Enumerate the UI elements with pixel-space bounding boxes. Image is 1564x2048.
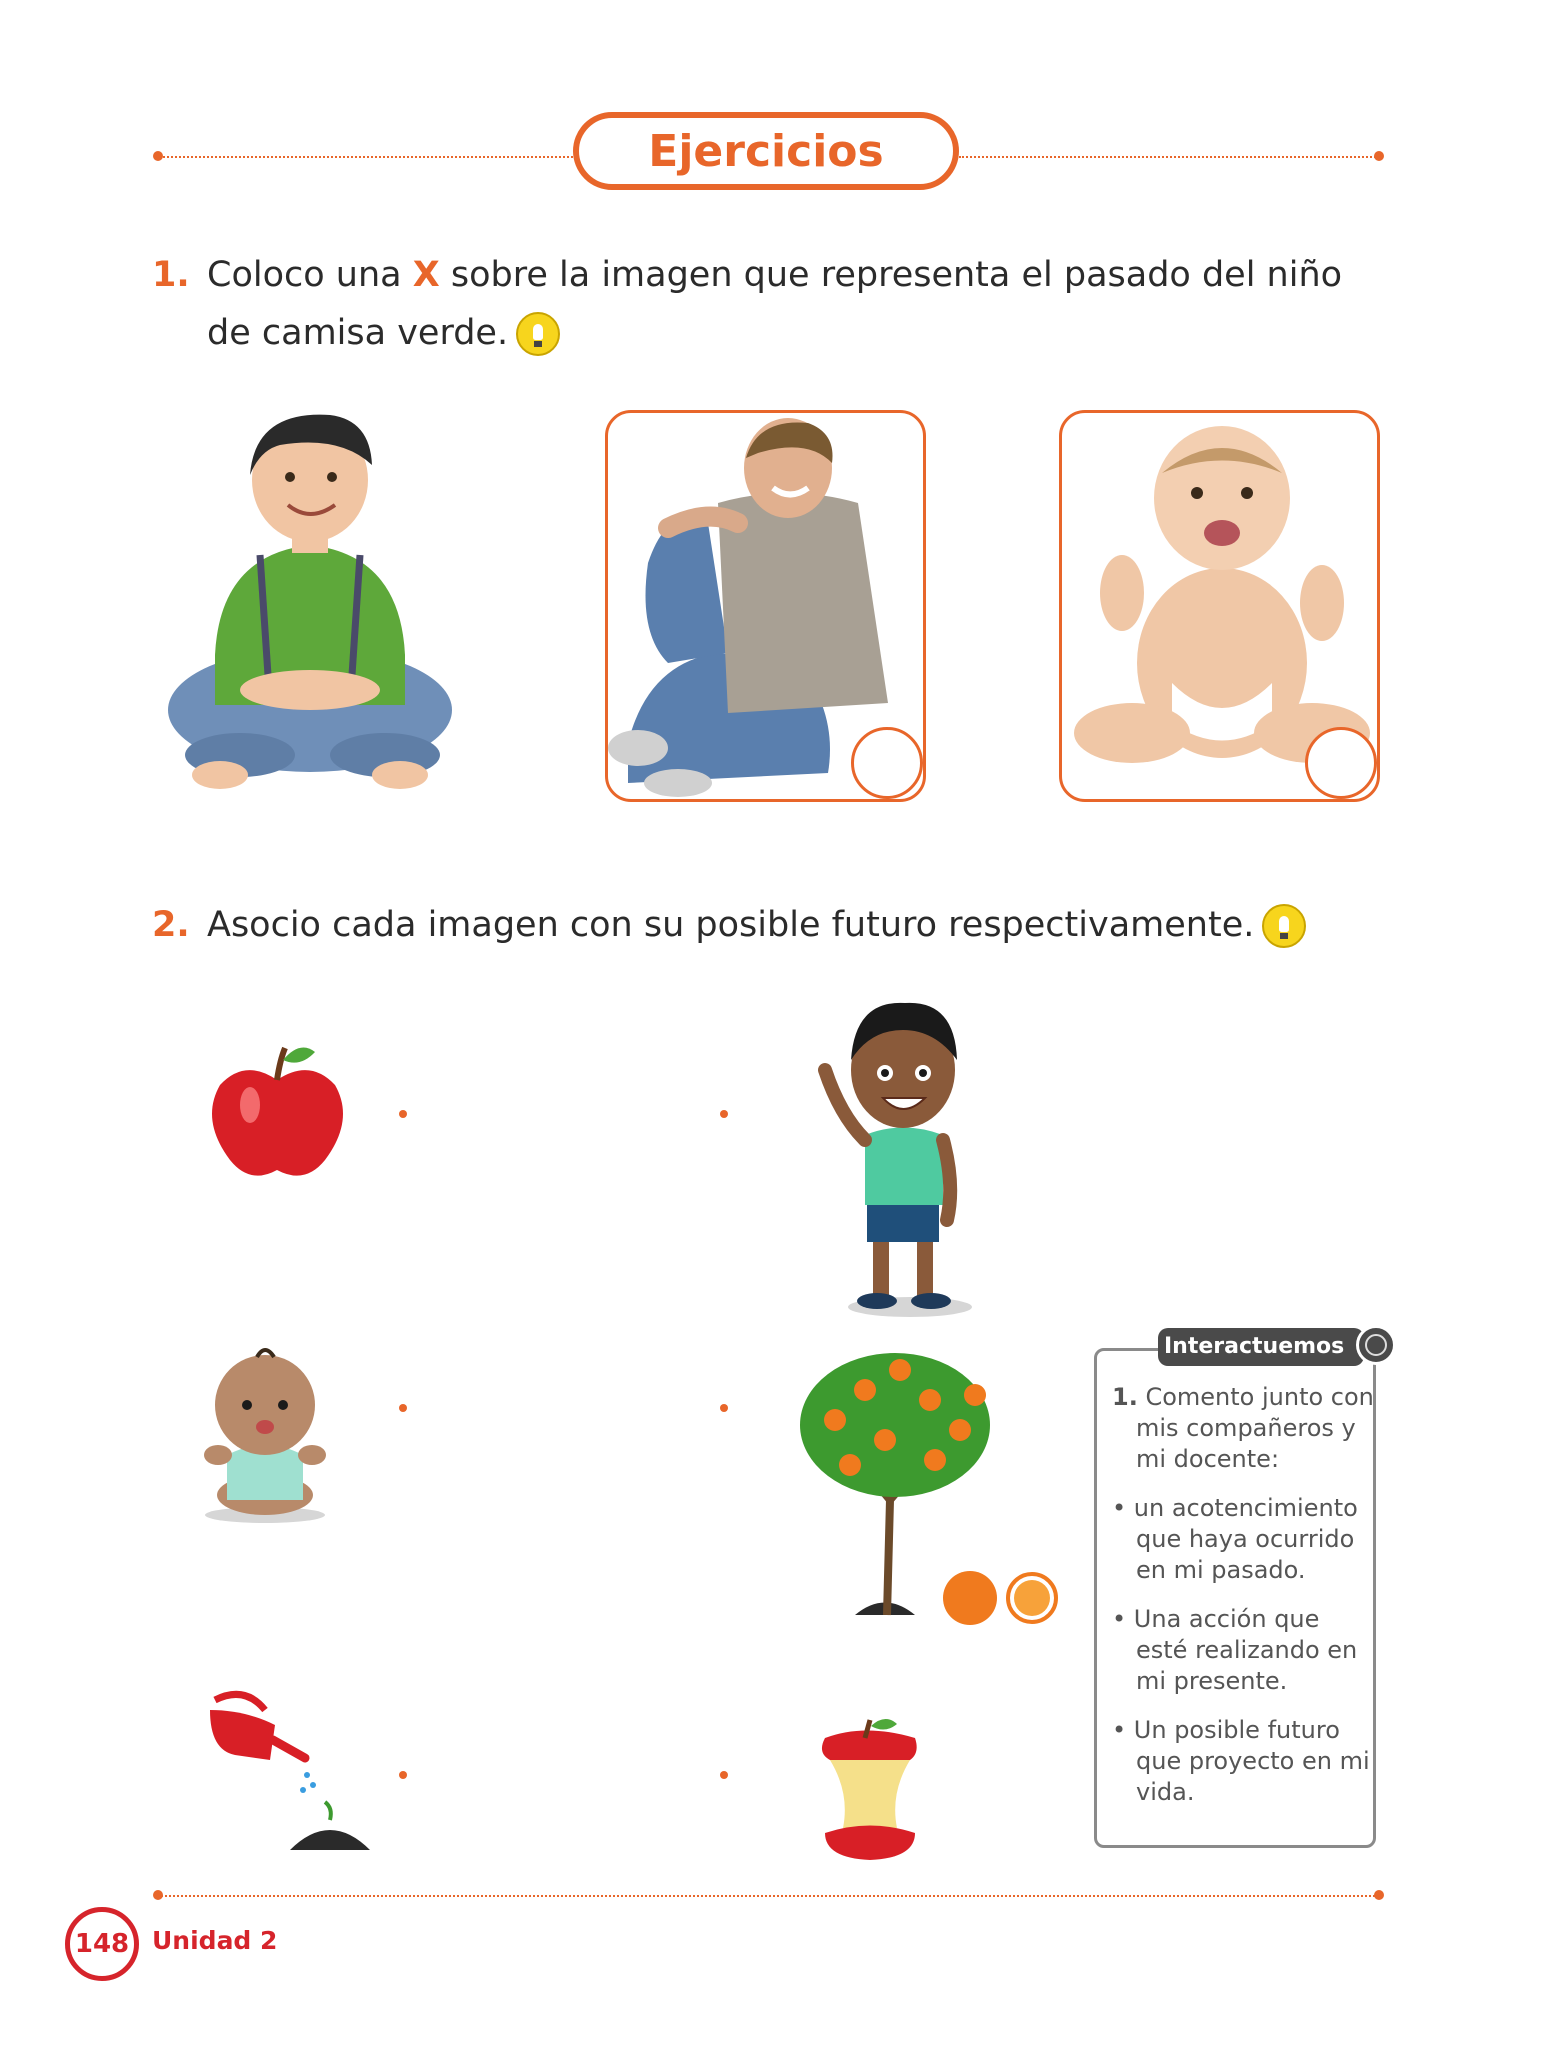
footer-rule-right-end: [1374, 1890, 1384, 1900]
interactuemos-bullet1-line2: que haya ocurrido: [1136, 1525, 1355, 1553]
page-number: 148: [65, 1907, 139, 1981]
unit-label: Unidad 2: [152, 1926, 278, 1955]
interactuemos-intro-line2: mis compañeros y: [1136, 1414, 1356, 1442]
exercise-1-text-before: Coloco una: [207, 255, 402, 295]
exercise-1-text-line2: de camisa verde.: [207, 313, 509, 353]
watering-can-seed-illustration: [195, 1690, 375, 1870]
match-dot-left-2[interactable]: [399, 1404, 407, 1412]
interactuemos-item-number: 1.: [1112, 1383, 1138, 1411]
x-mark: X: [412, 255, 440, 295]
interactuemos-bullet2-line1: • Una acción que: [1112, 1605, 1320, 1633]
header-rule-left-end: [153, 151, 163, 161]
interactuemos-bullet2-line2: esté realizando en: [1136, 1636, 1358, 1664]
boy-green-shirt-photo: [160, 405, 460, 795]
interactuemos-bullet1-line1: • un acotencimiento: [1112, 1494, 1358, 1522]
cartoon-baby-illustration: [202, 1345, 332, 1525]
page-title: Ejercicios: [573, 112, 959, 190]
orange-tree-illustration: [795, 1340, 1065, 1635]
header-rule-right-end: [1374, 151, 1384, 161]
interactuemos-knob-icon: [1356, 1325, 1396, 1365]
interactuemos-bullet3-line2: que proyecto en mi: [1136, 1747, 1370, 1775]
exercise-2-text: Asocio cada imagen con su posible futuro respectivamente.: [207, 905, 1255, 945]
lightbulb-icon: [1262, 904, 1306, 948]
header-rule-left: [158, 156, 573, 158]
baby-photo-frame: [1059, 410, 1380, 802]
interactuemos-intro-line3: mi docente:: [1136, 1445, 1280, 1473]
red-apple-illustration: [205, 1040, 350, 1185]
interactuemos-title: Interactuemos: [1158, 1328, 1364, 1366]
interactuemos-bullet3-line1: • Un posible futuro: [1112, 1716, 1340, 1744]
interactuemos-bullet1-line3: en mi pasado.: [1136, 1556, 1306, 1584]
match-dot-right-3[interactable]: [720, 1771, 728, 1779]
apple-core-illustration: [805, 1718, 935, 1868]
exercise-2-number: 2.: [152, 905, 190, 945]
cartoon-boy-illustration: [815, 995, 1000, 1320]
match-dot-right-1[interactable]: [720, 1110, 728, 1118]
exercise-1-number: 1.: [152, 255, 190, 295]
header-rule-right: [959, 156, 1379, 158]
interactuemos-intro: [1112, 1382, 1374, 1413]
match-dot-left-1[interactable]: [399, 1110, 407, 1118]
footer-rule: [158, 1895, 1379, 1897]
answer-circle-baby[interactable]: [1305, 727, 1377, 799]
interactuemos-intro-line1: Comento junto con: [1145, 1383, 1374, 1411]
footer-rule-left-end: [153, 1890, 163, 1900]
exercise-1-instruction: [207, 246, 1387, 362]
match-dot-left-3[interactable]: [399, 1771, 407, 1779]
interactuemos-bullet3-line3: vida.: [1136, 1778, 1195, 1806]
answer-circle-young-man[interactable]: [851, 727, 923, 799]
exercise-2-instruction: [207, 896, 1387, 954]
interactuemos-bullet2-line3: mi presente.: [1136, 1667, 1288, 1695]
lightbulb-icon: [516, 312, 560, 356]
match-dot-right-2[interactable]: [720, 1404, 728, 1412]
young-man-photo-frame: [605, 410, 926, 802]
exercise-1-text-after: sobre la imagen que representa el pasado del niño: [450, 255, 1343, 295]
